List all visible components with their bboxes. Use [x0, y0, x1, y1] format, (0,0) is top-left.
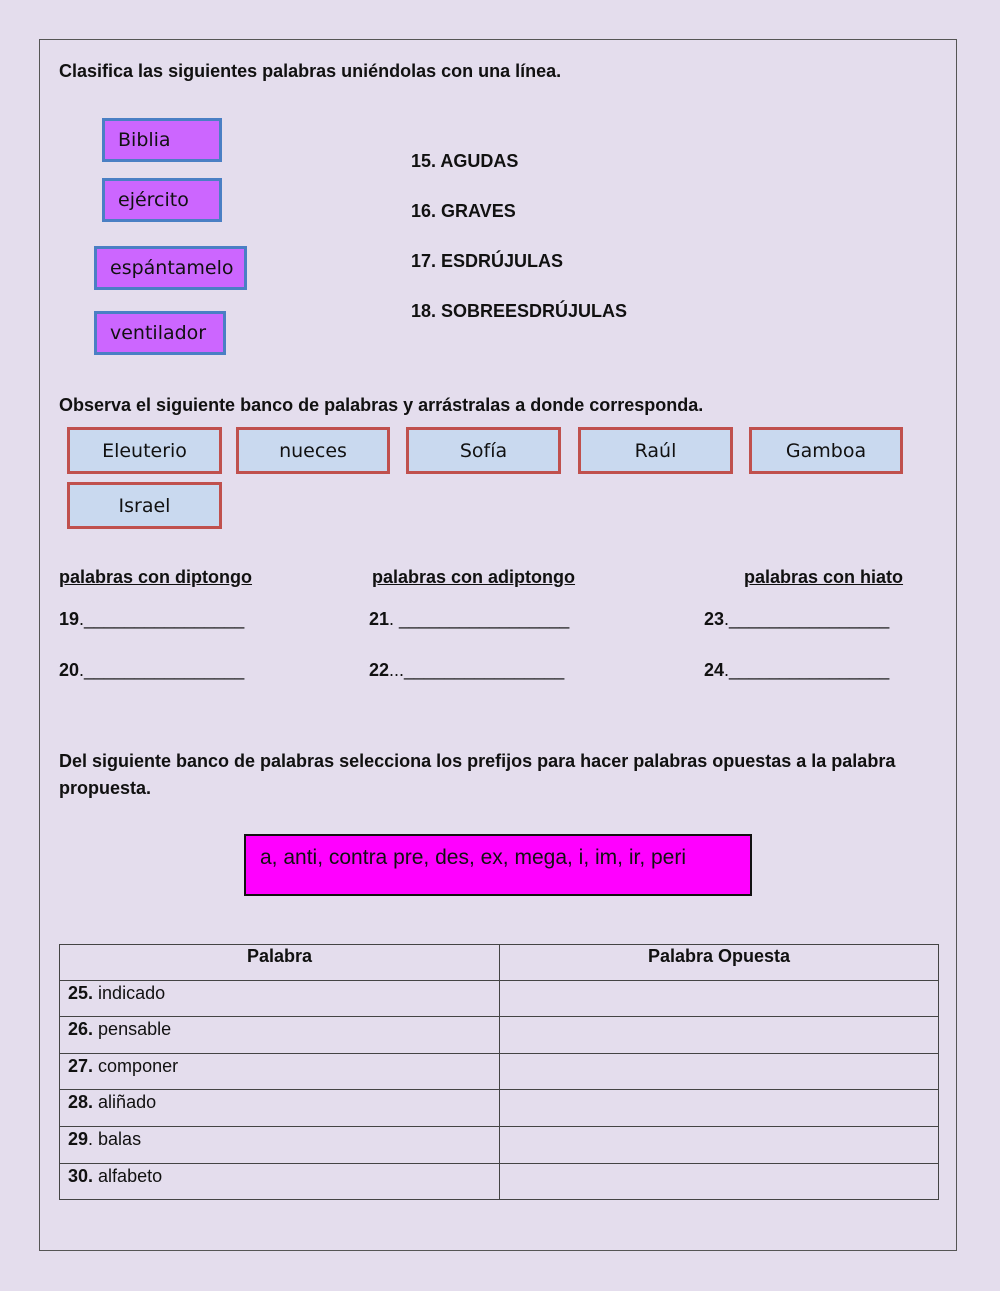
row-word: alfabeto [98, 1165, 163, 1186]
row-number: 29 [68, 1128, 89, 1149]
blank-19[interactable] [59, 609, 244, 630]
word-card-espantamelo[interactable]: espántamelo [94, 246, 247, 290]
prefix-bank: a, anti, contra pre, des, ex, mega, i, im, ir, peri [244, 834, 752, 896]
row-number: 30. [68, 1165, 94, 1186]
blank-line: .________________ [79, 609, 245, 629]
category-sobreesdrujulas[interactable]: 18. SOBREESDRÚJULAS [411, 301, 628, 321]
blank-20[interactable] [59, 660, 244, 681]
header-palabra: Palabra [60, 945, 500, 981]
row-word: indicado [98, 982, 166, 1003]
blank-number: 23 [704, 609, 725, 629]
row-number: 25. [68, 982, 94, 1003]
bank-word-israel[interactable]: Israel [67, 482, 222, 529]
blank-number: 24 [704, 660, 725, 680]
table-row [60, 1163, 939, 1200]
bank-word-raul[interactable]: Raúl [578, 427, 733, 474]
bank-word-gamboa[interactable]: Gamboa [749, 427, 903, 474]
blank-number: 19 [59, 609, 80, 629]
table-row [60, 1017, 939, 1054]
bank-word-nueces[interactable]: nueces [236, 427, 390, 474]
blank-23[interactable] [704, 609, 889, 630]
blank-line: .________________ [724, 609, 890, 629]
row-word: pensable [98, 1019, 172, 1040]
category-esdrujulas[interactable]: 17. ESDRÚJULAS [411, 251, 564, 271]
word-card-biblia[interactable]: Biblia [102, 118, 222, 162]
category-agudas[interactable]: 15. AGUDAS [411, 151, 519, 171]
answer-cell[interactable] [500, 1126, 939, 1163]
category-graves[interactable]: 16. GRAVES [411, 201, 516, 221]
blank-22[interactable] [369, 660, 564, 681]
instruction-drag: Observa el siguiente banco de palabras y arrástralas a donde corresponda. [59, 395, 704, 415]
word-cell [60, 1017, 500, 1054]
instruction-classify: Clasifica las siguientes palabras uniéndolas con una línea. [59, 61, 562, 81]
heading-adiptongo: palabras con adiptongo [372, 567, 576, 587]
answer-cell[interactable] [500, 1163, 939, 1200]
table-row [60, 1126, 939, 1163]
table-header-row [60, 945, 939, 981]
word-cell [60, 1126, 500, 1163]
table-row [60, 1090, 939, 1127]
table-row [60, 980, 939, 1017]
answer-cell[interactable] [500, 1053, 939, 1090]
blank-line: .________________ [79, 660, 245, 680]
blank-24[interactable] [704, 660, 889, 681]
row-word: aliñado [98, 1092, 157, 1113]
row-word: componer [98, 1055, 179, 1076]
instruction-prefixes: Del siguiente banco de palabras selecciona los prefijos para hacer palabras opuestas a la palabra propuesta. [59, 751, 896, 798]
row-number: 28. [68, 1092, 94, 1113]
word-cell [60, 1163, 500, 1200]
word-cell [60, 1053, 500, 1090]
row-number: 26. [68, 1019, 94, 1040]
blank-line: .________________ [724, 660, 890, 680]
table-row [60, 1053, 939, 1090]
blank-number: 22 [369, 660, 390, 680]
heading-diptongo: palabras con diptongo [59, 567, 253, 587]
word-cell [60, 980, 500, 1017]
heading-hiato: palabras con hiato [744, 567, 904, 587]
answer-cell[interactable] [500, 1090, 939, 1127]
word-cell [60, 1090, 500, 1127]
opposites-table [59, 944, 939, 1200]
answer-cell[interactable] [500, 1017, 939, 1054]
bank-word-sofia[interactable]: Sofía [406, 427, 561, 474]
word-card-ventilador[interactable]: ventilador [94, 311, 226, 355]
blank-line: ...________________ [389, 660, 565, 680]
row-word: . balas [88, 1128, 142, 1149]
bank-word-eleuterio[interactable]: Eleuterio [67, 427, 222, 474]
header-palabra-opuesta: Palabra Opuesta [500, 945, 939, 981]
blank-21[interactable] [369, 609, 569, 630]
blank-number: 21 [369, 609, 390, 629]
answer-cell[interactable] [500, 980, 939, 1017]
blank-number: 20 [59, 660, 80, 680]
blank-line: . _________________ [389, 609, 570, 629]
word-card-ejercito[interactable]: ejército [102, 178, 222, 222]
row-number: 27. [68, 1055, 94, 1076]
